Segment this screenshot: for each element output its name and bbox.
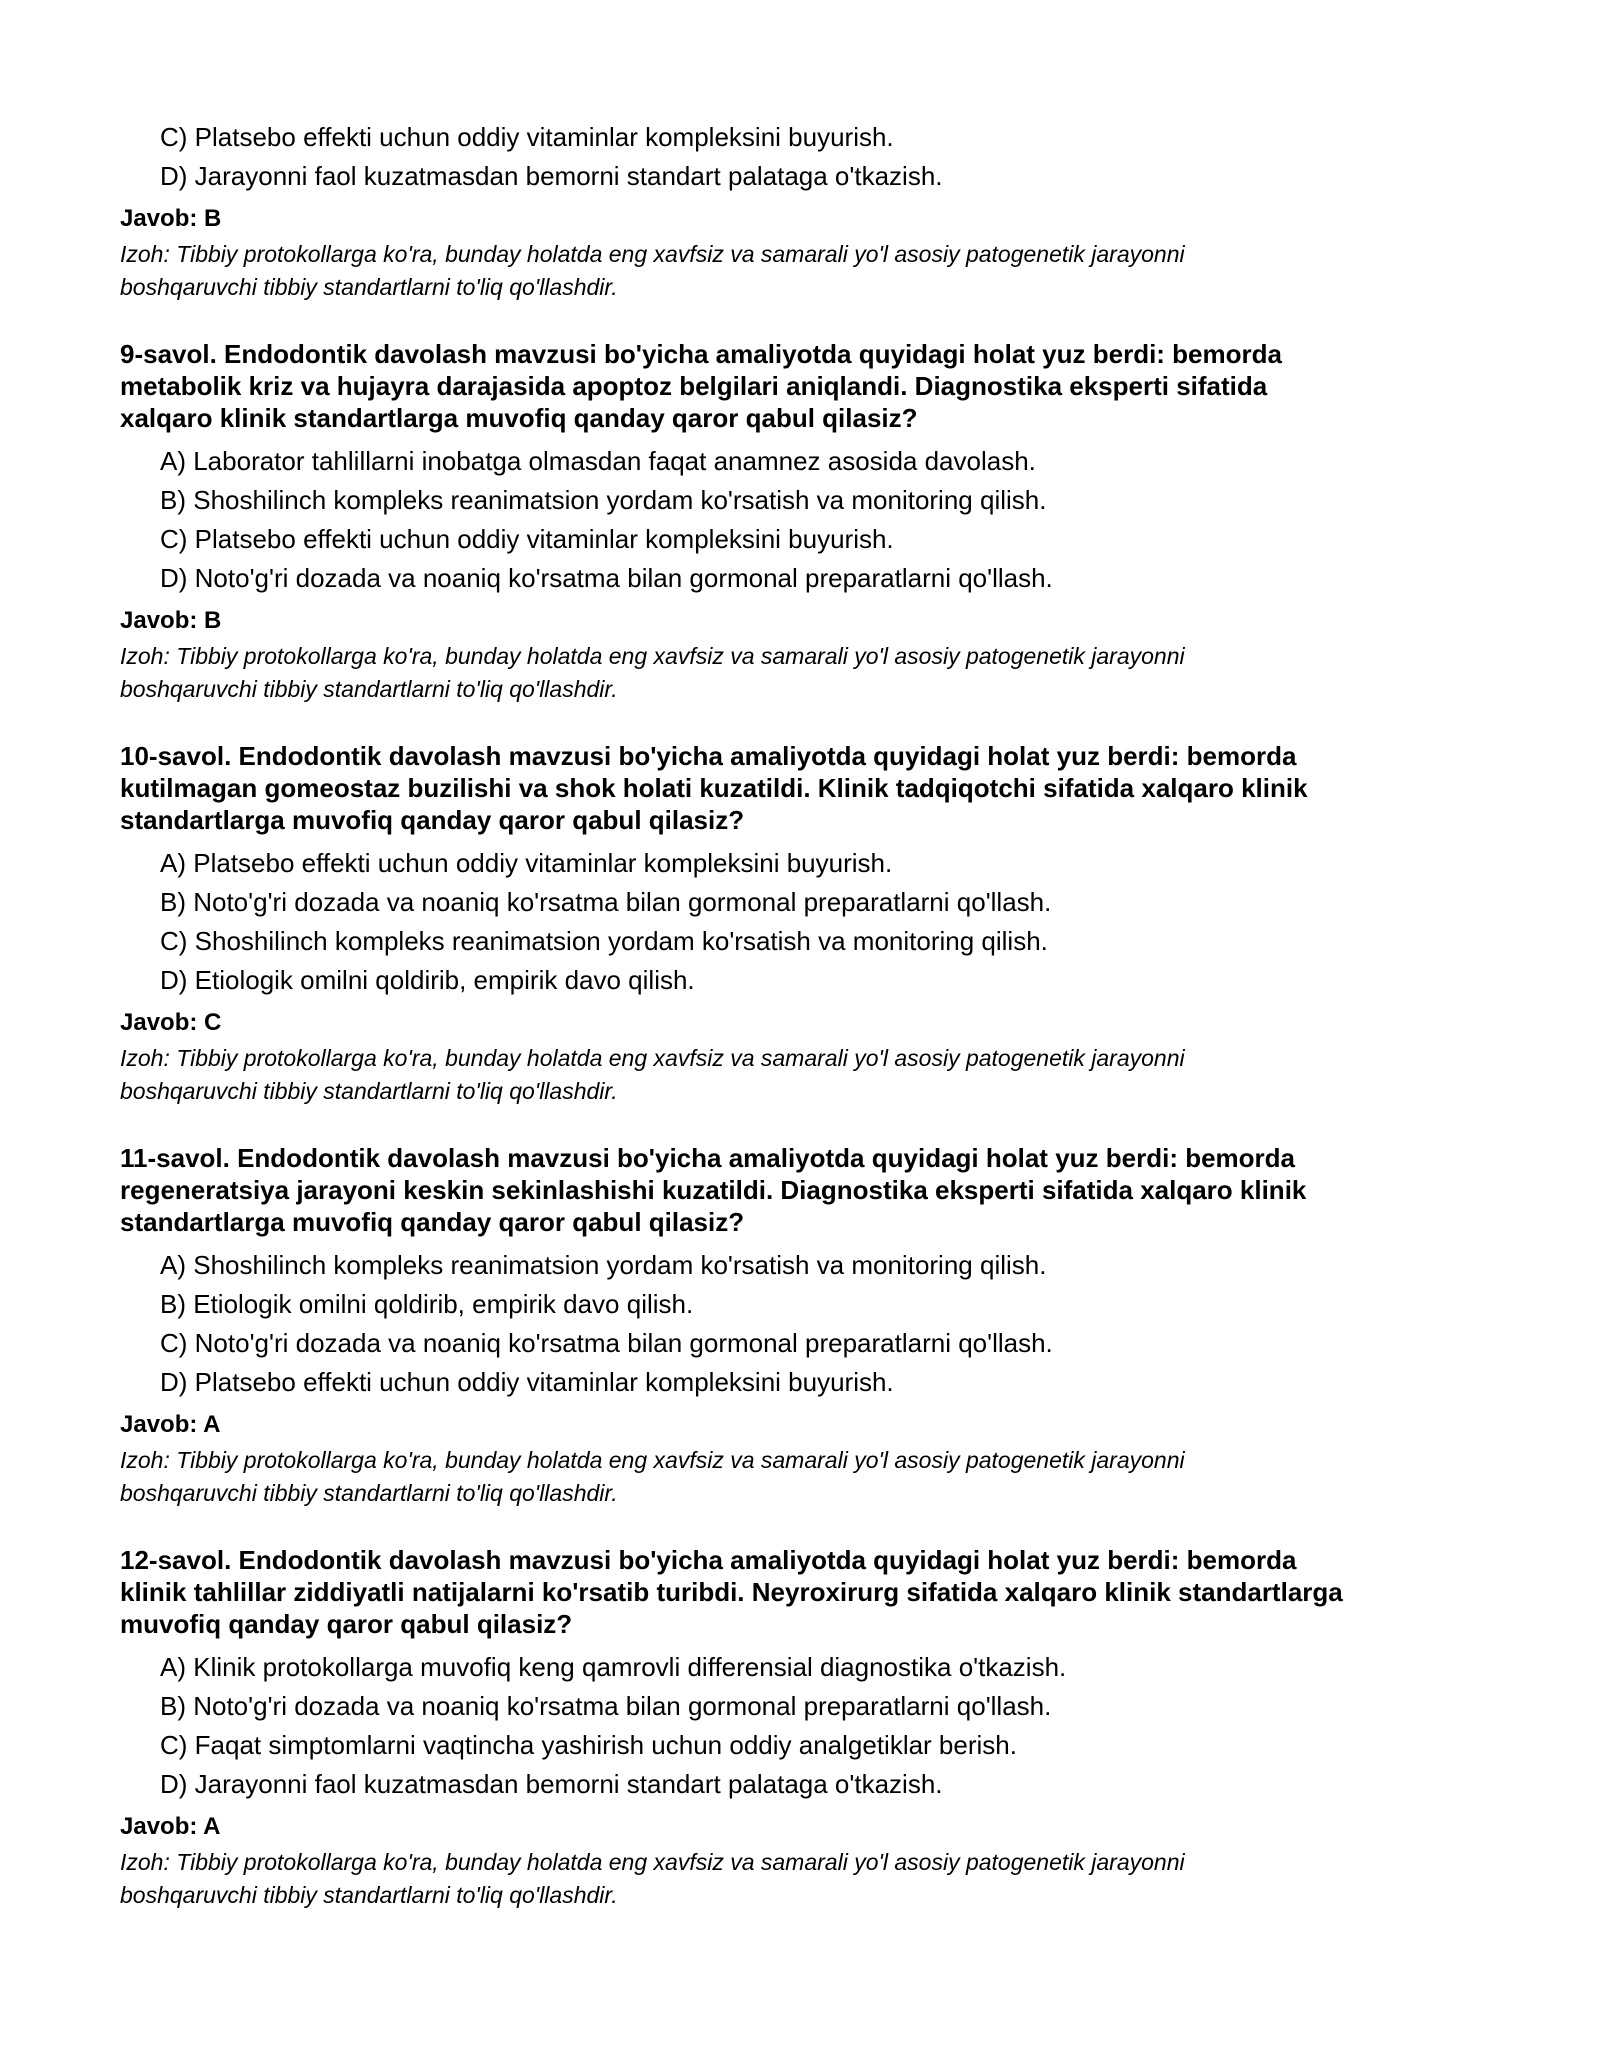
question-line: 12-savol. Endodontik davolash mavzusi bo'yicha amaliyotda quyidagi holat yuz berdi: bemorda [120,1545,1297,1575]
question-line: 10-savol. Endodontik davolash mavzusi bo'yicha amaliyotda quyidagi holat yuz berdi: bemorda [120,741,1297,771]
question-text [120,1544,1490,1640]
note-line: boshqaruvchi tibbiy standartlarni to'liq qo'llashdir. [120,1480,618,1506]
option-a: A) Laborator tahlillarni inobatga olmasdan faqat anamnez asosida davolash. [160,446,1036,476]
question-line: kutilmagan gomeostaz buzilishi va shok holati kuzatildi. Klinik tadqiqotchi sifatida xalqaro klinik [120,773,1308,803]
question-line: metabolik kriz va hujayra darajasida apoptoz belgilari aniqlandi. Diagnostika eksperti sifatida [120,371,1268,401]
note-line: boshqaruvchi tibbiy standartlarni to'liq qo'llashdir. [120,676,618,702]
question-line: standartlarga muvofiq qanday qaror qabul qilasiz? [120,1207,745,1237]
option-c: C) Shoshilinch kompleks reanimatsion yordam ko'rsatish va monitoring qilish. [160,926,1048,956]
note-line: Izoh: Tibbiy protokollarga ko'ra, bunday holatda eng xavfsiz va samarali yo'l asosiy patogenetik jarayonni [120,1045,1185,1071]
explanation-note [120,238,1490,304]
question-block-9 [120,338,1490,706]
option-d: D) Platsebo effekti uchun oddiy vitaminlar kompleksini buyurish. [160,1367,894,1397]
answer-label: Javob: A [120,1813,221,1840]
option-b: B) Shoshilinch kompleks reanimatsion yordam ko'rsatish va monitoring qilish. [160,485,1047,515]
explanation-note [120,1846,1490,1912]
option-b: B) Noto'g'ri dozada va noaniq ko'rsatma bilan gormonal preparatlarni qo'llash. [160,887,1052,917]
option-c: C) Platsebo effekti uchun oddiy vitaminlar kompleksini buyurish. [160,524,894,554]
option-b: B) Noto'g'ri dozada va noaniq ko'rsatma bilan gormonal preparatlarni qo'llash. [160,1691,1052,1721]
note-line: boshqaruvchi tibbiy standartlarni to'liq qo'llashdir. [120,1078,618,1104]
option-c: C) Faqat simptomlarni vaqtincha yashirish uchun oddiy analgetiklar berish. [160,1730,1017,1760]
explanation-note [120,1042,1490,1108]
option-c: C) Platsebo effekti uchun oddiy vitaminlar kompleksini buyurish. [160,122,894,152]
question-block-11 [120,1142,1490,1510]
option-b: B) Etiologik omilni qoldirib, empirik davo qilish. [160,1289,694,1319]
option-c: C) Noto'g'ri dozada va noaniq ko'rsatma bilan gormonal preparatlarni qo'llash. [160,1328,1053,1358]
option-a: A) Klinik protokollarga muvofiq keng qamrovli differensial diagnostika o'tkazish. [160,1652,1067,1682]
explanation-note [120,1444,1490,1510]
question-text [120,338,1490,434]
question-line: 9-savol. Endodontik davolash mavzusi bo'yicha amaliyotda quyidagi holat yuz berdi: bemorda [120,339,1282,369]
question-line: muvofiq qanday qaror qabul qilasiz? [120,1609,573,1639]
question-block-8-tail [120,118,1490,304]
option-a: A) Platsebo effekti uchun oddiy vitaminlar kompleksini buyurish. [160,848,893,878]
answer-label: Javob: B [120,607,222,634]
answer-label: Javob: B [120,205,222,232]
note-line: Izoh: Tibbiy protokollarga ko'ra, bunday holatda eng xavfsiz va samarali yo'l asosiy patogenetik jarayonni [120,241,1185,267]
question-text [120,740,1490,836]
explanation-note [120,640,1490,706]
option-d: D) Etiologik omilni qoldirib, empirik davo qilish. [160,965,695,995]
option-a: A) Shoshilinch kompleks reanimatsion yordam ko'rsatish va monitoring qilish. [160,1250,1047,1280]
answer-label: Javob: C [120,1009,222,1036]
question-block-12 [120,1544,1490,1912]
answer-label: Javob: A [120,1411,221,1438]
note-line: Izoh: Tibbiy protokollarga ko'ra, bunday holatda eng xavfsiz va samarali yo'l asosiy patogenetik jarayonni [120,1849,1185,1875]
option-d: D) Jarayonni faol kuzatmasdan bemorni standart palataga o'tkazish. [160,161,943,191]
question-line: klinik tahlillar ziddiyatli natijalarni ko'rsatib turibdi. Neyroxirurg sifatida xalqaro klinik standartlarga [120,1577,1343,1607]
question-line: 11-savol. Endodontik davolash mavzusi bo'yicha amaliyotda quyidagi holat yuz berdi: bemorda [120,1143,1296,1173]
question-line: regeneratsiya jarayoni keskin sekinlashishi kuzatildi. Diagnostika eksperti sifatida xalqaro klinik [120,1175,1307,1205]
question-text [120,1142,1490,1238]
note-line: boshqaruvchi tibbiy standartlarni to'liq qo'llashdir. [120,1882,618,1908]
note-line: boshqaruvchi tibbiy standartlarni to'liq qo'llashdir. [120,274,618,300]
note-line: Izoh: Tibbiy protokollarga ko'ra, bunday holatda eng xavfsiz va samarali yo'l asosiy patogenetik jarayonni [120,643,1185,669]
option-d: D) Jarayonni faol kuzatmasdan bemorni standart palataga o'tkazish. [160,1769,943,1799]
document-page [120,118,1490,1912]
note-line: Izoh: Tibbiy protokollarga ko'ra, bunday holatda eng xavfsiz va samarali yo'l asosiy patogenetik jarayonni [120,1447,1185,1473]
question-line: standartlarga muvofiq qanday qaror qabul qilasiz? [120,805,745,835]
question-block-10 [120,740,1490,1108]
question-line: xalqaro klinik standartlarga muvofiq qanday qaror qabul qilasiz? [120,403,918,433]
option-d: D) Noto'g'ri dozada va noaniq ko'rsatma bilan gormonal preparatlarni qo'llash. [160,563,1053,593]
